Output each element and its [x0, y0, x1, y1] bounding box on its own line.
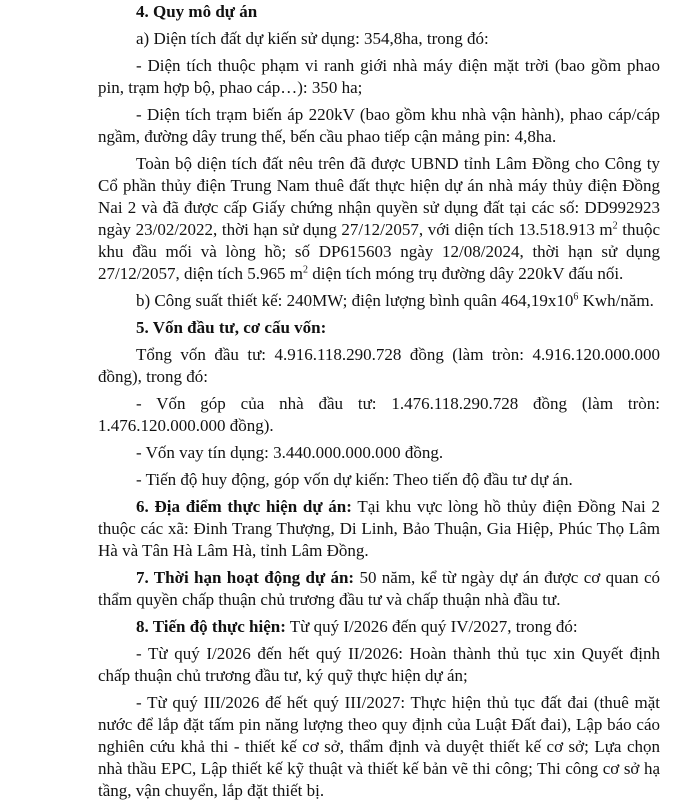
section-8-item-2: - Từ quý III/2026 đế hết quý III/2027: Thực hiện thủ tục đất đai (thuê mặt nước để lắp đặt tấm pin năng lượng theo quy định của Luật Đất đai), Lập báo cáo nghiên cứu khả thi - thiết kế cơ sở, thẩm định và duyệt thiết kế cơ sở; Lựa chọn nhà thầu EPC, Lập thiết kế kỹ thuật và thiết kế bản vẽ thi công; Thi công cơ sở hạ tầng, vận chuyển, lắp đặt thiết bị.	[98, 693, 660, 800]
section-4-land-area: a) Diện tích đất dự kiến sử dụng: 354,8ha, trong đó:	[136, 29, 489, 48]
section-8-paragraph	[98, 616, 660, 638]
section-7-heading: 7. Thời hạn hoạt động dự án:	[136, 568, 355, 587]
land-lease-text-3: diện tích móng trụ đường dây 220kV đấu nối.	[307, 264, 624, 283]
capacity-sup: 6	[573, 291, 579, 303]
section-8-text: Từ quý I/2026 đến quý IV/2027, trong đó:	[285, 617, 578, 636]
section-6-text: Tại khu vực lòng hồ thủy điện Đồng Nai 2 thuộc các xã: Đinh Trang Thượng, Di Linh, Bảo Thuận, Gia Hiệp, Phúc Thọ Lâm Hà và Tân Hà Lâm Hà, tỉnh Lâm Đồng.	[98, 497, 660, 560]
section-4-capacity	[98, 290, 660, 312]
section-6-paragraph	[98, 496, 660, 562]
section-5-equity: - Vốn góp của nhà đầu tư: 1.476.118.290.728 đồng (làm tròn: 1.476.120.000.000 đồng).	[98, 394, 660, 435]
document-page	[0, 1, 700, 800]
section-5-progress: - Tiến độ huy động, góp vốn dự kiến: Theo tiến độ đầu tư dự án.	[136, 470, 573, 489]
section-4-land-substation: - Diện tích trạm biến áp 220kV (bao gồm khu nhà vận hành), phao cáp/cáp ngầm, đường dây trung thế, bến cầu phao tiếp cận mảng pin: 4,8ha.	[98, 105, 660, 146]
section-5-total-capital: Tổng vốn đầu tư: 4.916.118.290.728 đồng (làm tròn: 4.916.120.000.000 đồng), trong đó:	[98, 345, 660, 386]
capacity-unit: Kwh/năm.	[578, 291, 654, 310]
land-lease-sup-2: 2	[302, 264, 308, 276]
section-6-heading: 6. Địa điểm thực hiện dự án:	[136, 497, 352, 516]
section-4-land-solar: - Diện tích thuộc phạm vi ranh giới nhà máy điện mặt trời (bao gồm phao pin, trạm hợp bộ, phao cáp…): 350 ha;	[98, 56, 660, 97]
section-5-loan: - Vốn vay tín dụng: 3.440.000.000.000 đồng.	[136, 443, 444, 462]
section-7-paragraph	[98, 567, 660, 611]
land-lease-text-1: Toàn bộ diện tích đất nêu trên đã được UBND tỉnh Lâm Đồng cho Công ty Cổ phần thủy điện Trung Nam thuê đất thực hiện dự án nhà máy thủy điện Đồng Nai 2 và đã được cấp Giấy chứng nhận quyền sử dụng đất tại các số: DD992923 ngày 23/02/2022, thời hạn sử dụng 27/12/2057, với diện tích 13.518.913 m	[98, 154, 660, 239]
section-5-heading: 5. Vốn đầu tư, cơ cấu vốn:	[136, 318, 327, 337]
section-8-item-1: - Từ quý I/2026 đến hết quý II/2026: Hoàn thành thủ tục xin Quyết định chấp thuận chủ trương đầu tư, ký quỹ thực hiện dự án;	[98, 644, 660, 685]
capacity-text: b) Công suất thiết kế: 240MW; điện lượng bình quân 464,19x10	[136, 291, 574, 310]
section-8-heading: 8. Tiến độ thực hiện:	[136, 617, 286, 636]
land-lease-sup-1: 2	[612, 220, 618, 232]
section-4-land-lease-paragraph	[98, 153, 660, 285]
land-lease-text-2: thuộc khu đầu mối và lòng hồ; số DP615603 ngày 12/08/2024, thời hạn sử dụng 27/12/2057, diện tích 5.965 m	[98, 220, 660, 283]
section-4-heading: 4. Quy mô dự án	[136, 2, 258, 21]
section-7-text: 50 năm, kể từ ngày dự án được cơ quan có thẩm quyền chấp thuận chủ trương đầu tư và chấp thuận nhà đầu tư.	[98, 568, 660, 609]
